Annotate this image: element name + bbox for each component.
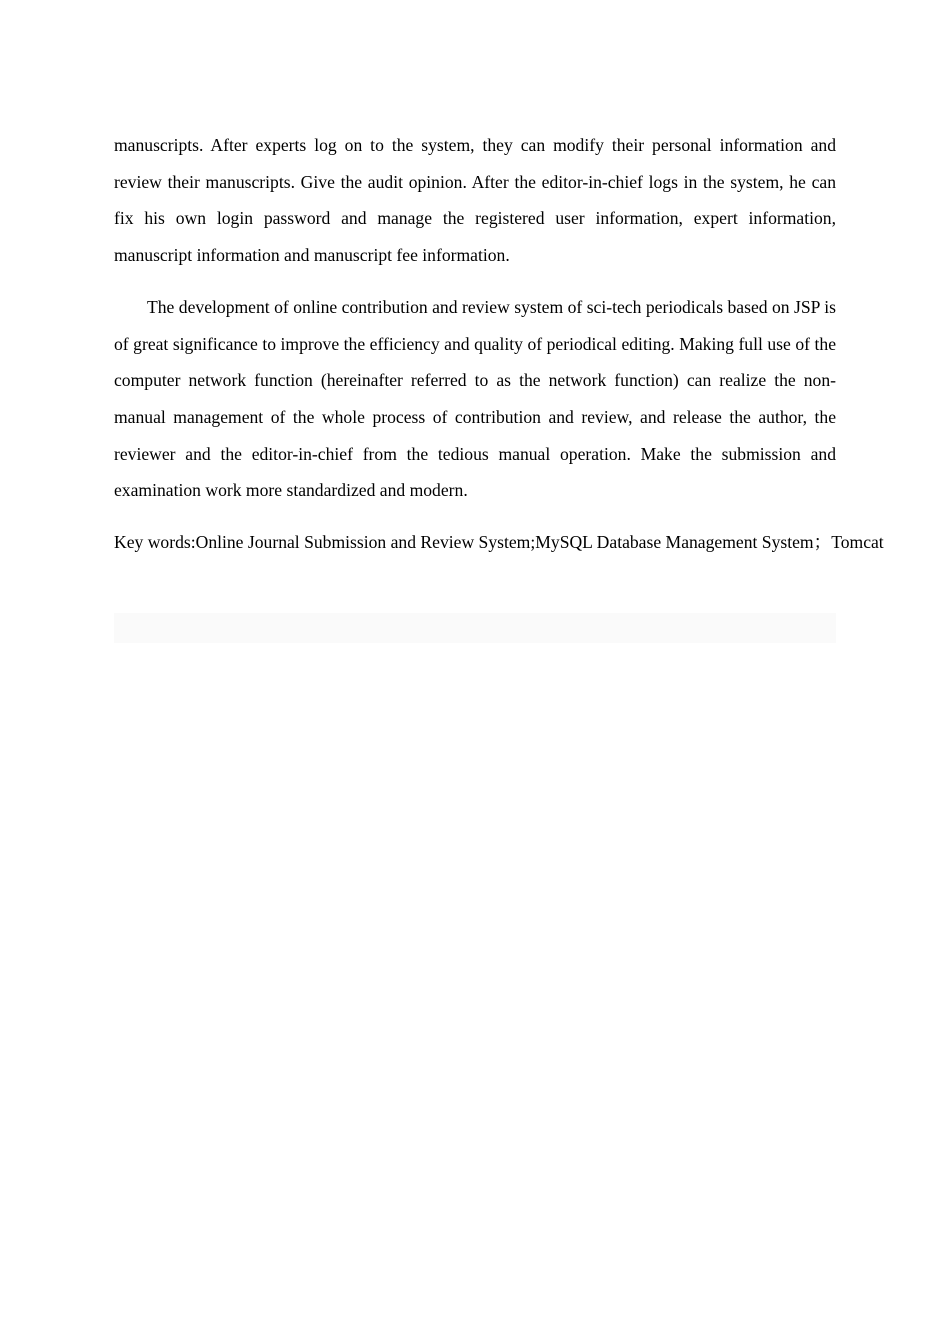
keywords-line bbox=[114, 524, 906, 561]
keywords-text: Online Journal Submission and Review System;MySQL Database Management System；Tomcat bbox=[195, 532, 884, 553]
shaded-band bbox=[114, 613, 836, 643]
abstract-body bbox=[114, 127, 884, 561]
abstract-paragraph-2: The development of online contribution and review system of sci-tech periodicals based on JSP is of great significance to improve the efficiency and quality of periodical editing. Making full use of the computer network function (hereinafter referred to as the network function) can realize the non-manual management of the whole process of contribution and review, and release the author, the reviewer and the editor-in-chief from the tedious manual operation. Make the submission and examination work more standardized and modern. bbox=[114, 296, 836, 501]
abstract-paragraph-1: manuscripts. After experts log on to the system, they can modify their personal information and review their manuscripts. Give the audit opinion. After the editor-in-chief logs in the system, he can fix his own login password and manage the registered user information, expert information, manuscript information and manuscript fee information. bbox=[114, 135, 836, 266]
keywords-label: Key words: bbox=[114, 532, 196, 553]
